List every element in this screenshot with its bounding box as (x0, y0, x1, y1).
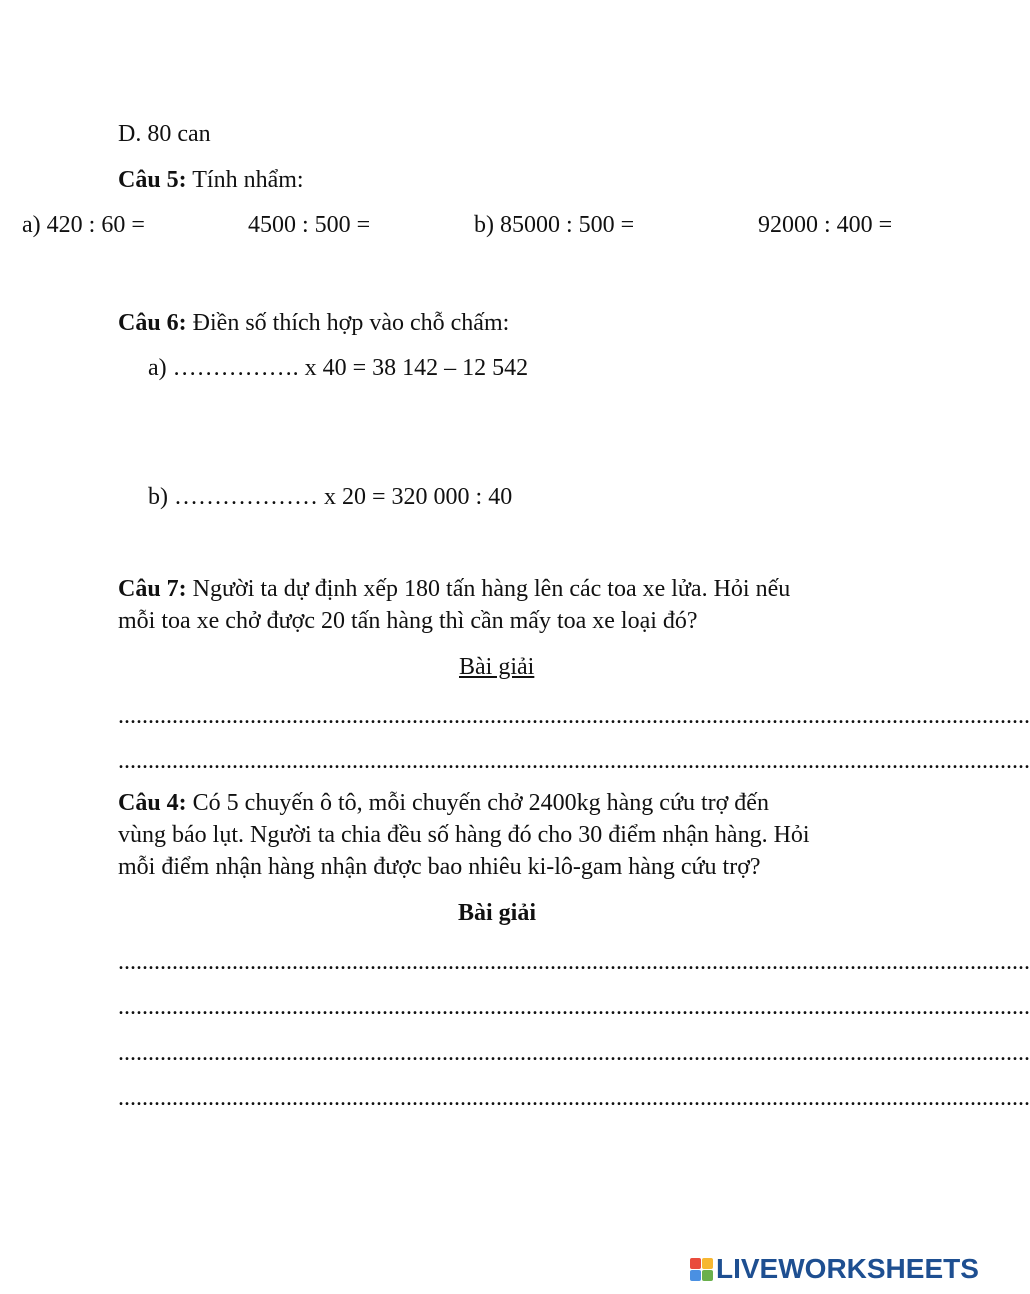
q7-text-line1: Người ta dự định xếp 180 tấn hàng lên các toa xe lửa. Hỏi nếu (186, 576, 791, 602)
q4b-line1 (118, 789, 769, 817)
q4b-solution-heading: Bài giải (458, 900, 537, 926)
q4b-label: Câu 4: (118, 790, 187, 816)
q6-part-a: a) ……………. x 40 = 38 142 – 12 542 (148, 355, 529, 381)
q7-answer-line-1: ........................................................................................................................................................ (118, 703, 1030, 729)
liveworksheets-logo-icon (690, 1258, 713, 1281)
liveworksheets-logo-text: LIVEWORKSHEETS (716, 1253, 979, 1284)
q4b-line2: vùng báo lụt. Người ta chia đều số hàng đó cho 30 điểm nhận hàng. Hỏi (118, 822, 810, 848)
q6-label: Câu 6: (118, 310, 187, 336)
q7-line1 (118, 575, 790, 603)
q4b-answer-line-1: ........................................................................................................................................................ (118, 949, 1030, 975)
q5-item-a1: a) 420 : 60 = (22, 212, 145, 238)
q5-item-b2: 92000 : 400 = (758, 212, 893, 238)
q7-solution-heading: Bài giải (459, 654, 535, 680)
q7-line2: mỗi toa xe chở được 20 tấn hàng thì cần mấy toa xe loại đó? (118, 608, 698, 634)
logo-square-red (690, 1258, 701, 1269)
q5-item-b1: b) 85000 : 500 = (474, 212, 635, 238)
q7-label: Câu 7: (118, 576, 187, 602)
q4b-answer-line-2: ........................................................................................................................................................ (118, 994, 1030, 1020)
logo-square-yellow (702, 1258, 713, 1269)
q4b-answer-line-3: ........................................................................................................................................................ (118, 1040, 1030, 1066)
liveworksheets-logo (690, 1252, 979, 1286)
q4b-text-line1: Có 5 chuyến ô tô, mỗi chuyến chở 2400kg hàng cứu trợ đến (186, 790, 769, 816)
q4-option-d: D. 80 can (118, 121, 211, 147)
logo-square-green (702, 1270, 713, 1281)
q6-prompt (118, 309, 509, 337)
q5-prompt (118, 166, 304, 194)
q5-label: Câu 5: (118, 167, 187, 193)
q7-answer-line-2: ........................................................................................................................................................ (118, 748, 1030, 774)
q5-item-a2: 4500 : 500 = (248, 212, 371, 238)
q6-part-b: b) ……………… x 20 = 320 000 : 40 (148, 484, 513, 510)
logo-square-blue (690, 1270, 701, 1281)
q4b-line3: mỗi điểm nhận hàng nhận được bao nhiêu ki-lô-gam hàng cứu trợ? (118, 854, 761, 880)
q4b-answer-line-4: ........................................................................................................................................................ (118, 1085, 1030, 1111)
q6-text: Điền số thích hợp vào chỗ chấm: (186, 310, 510, 336)
q5-text: Tính nhẩm: (186, 167, 304, 193)
